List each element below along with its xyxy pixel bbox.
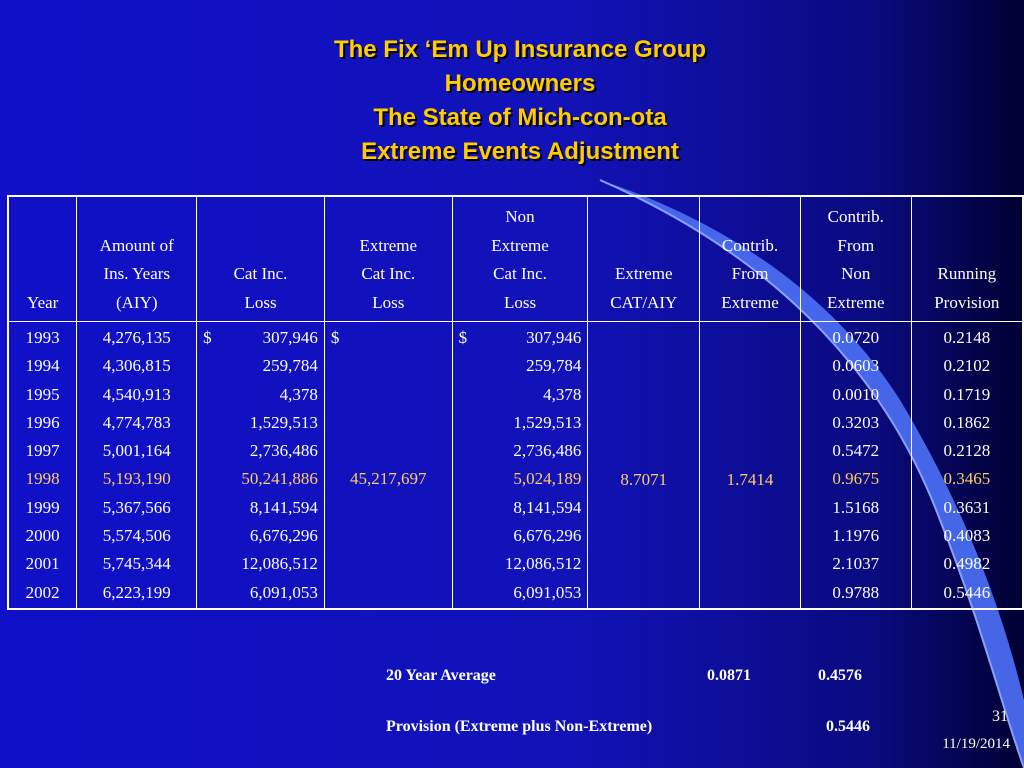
header-line: Loss [503, 292, 537, 312]
contrib-non-extreme-cell: 0.0010 [832, 384, 880, 404]
table-header-row [8, 196, 1023, 322]
cat-inc-loss-cell: 12,086,512 [241, 554, 318, 574]
cat-inc-loss-cell: 6,091,053 [249, 582, 318, 602]
header-line: Loss [372, 292, 405, 312]
title-line-1: The Fix ‘Em Up Insurance Group [333, 36, 707, 63]
avg-contrib-value: 0.0871 [707, 667, 751, 684]
provision-value: 0.5446 [826, 718, 870, 735]
contrib-non-extreme-cell: 0.3203 [832, 412, 880, 432]
running-provision-cell: 0.2148 [943, 328, 991, 347]
running-provision-cell: 0.1862 [943, 412, 991, 432]
aiy-cell: 4,276,135 [102, 328, 171, 347]
non-extreme-cat-inc-loss-cell: 5,024,189 [513, 469, 582, 489]
year-cell: 2000 [25, 526, 60, 546]
header-aiy [77, 196, 197, 322]
header-line: Non [505, 207, 535, 226]
year-cell: 1993 [25, 328, 60, 347]
cat-inc-loss-cell: 50,241,886 [241, 469, 318, 489]
table-row [459, 324, 582, 352]
header-line: Non [841, 264, 871, 283]
aiy-cell: 4,540,913 [102, 384, 171, 404]
aiy-cell: 6,223,199 [102, 582, 171, 602]
running-provision-cell: 0.2102 [943, 356, 991, 376]
contrib-non-extreme-cell: 2.1037 [832, 554, 880, 574]
column-non-extreme-cat-inc-loss [452, 322, 588, 610]
contrib-non-extreme-cell: 0.5472 [832, 441, 880, 461]
non-extreme-cat-inc-loss-cell: 6,676,296 [513, 526, 582, 546]
header-extreme-cat-inc-loss [324, 196, 452, 322]
column-year [8, 322, 77, 610]
aiy-cell: 5,001,164 [102, 441, 171, 461]
cat-inc-loss-cell: 8,141,594 [249, 497, 318, 517]
header-line: Extreme [721, 292, 779, 312]
page-number: 31 [992, 708, 1008, 725]
aiy-cell: 5,574,506 [102, 526, 171, 546]
year-cell: 2002 [25, 582, 60, 602]
header-line: Extreme [359, 235, 418, 255]
header-contrib-from-non-extreme [800, 196, 911, 322]
non-extreme-cat-inc-loss-cell: 1,529,513 [513, 412, 582, 432]
header-running-provision [911, 196, 1023, 322]
running-provision-cell: 0.1719 [943, 384, 991, 404]
aiy-cell: 5,745,344 [102, 554, 171, 574]
running-provision-cell: 0.3465 [943, 469, 991, 489]
non-extreme-cat-inc-loss-cell: 4,378 [543, 384, 582, 404]
non-extreme-cat-inc-loss-cell: 8,141,594 [513, 497, 582, 517]
non-extreme-cat-inc-loss-cell: 307,946 [526, 328, 582, 347]
dollar-sign: $ [458, 328, 468, 347]
year-cell: 1994 [25, 356, 60, 376]
cat-inc-loss-cell: 259,784 [262, 356, 318, 376]
title-line-3: The State of Mich-con-ota [373, 104, 667, 131]
contrib-non-extreme-cell: 0.0720 [832, 328, 880, 347]
cat-inc-loss-cell: 1,529,513 [249, 412, 318, 432]
header-line: Running [937, 264, 997, 283]
header-contrib-from-extreme [700, 196, 801, 322]
contrib-non-extreme-cell: 1.5168 [832, 497, 880, 517]
header-line: Extreme [614, 264, 673, 283]
contrib-non-extreme-cell: 0.0603 [832, 356, 880, 376]
header-cat-inc-loss [197, 196, 325, 322]
non-extreme-cat-inc-loss-cell: 12,086,512 [504, 554, 582, 574]
header-line: From [837, 235, 875, 255]
header-line: Contrib. [721, 235, 779, 255]
column-extreme-cat-inc-loss [324, 322, 452, 610]
running-provision-cell: 0.5446 [943, 582, 991, 602]
aiy-cell: 4,306,815 [102, 356, 171, 376]
extreme-events-table [7, 195, 1024, 610]
cat-inc-loss-cell: 307,946 [262, 328, 318, 347]
cat-inc-loss-cell: 2,736,486 [249, 441, 318, 461]
header-line: (AIY) [115, 292, 158, 312]
extreme-dollar-sign: $ [330, 328, 340, 347]
header-line: Cat Inc. [493, 264, 547, 283]
slide-title [0, 33, 1024, 169]
year-cell: 1999 [25, 497, 60, 517]
column-extreme-cat-aiy [588, 322, 700, 610]
non-extreme-cat-inc-loss-cell: 2,736,486 [513, 441, 582, 461]
contrib-non-extreme-cell: 0.9675 [832, 469, 880, 489]
header-line: Cat Inc. [233, 264, 288, 283]
cat-inc-loss-cell: 6,676,296 [249, 526, 318, 546]
header-line: Loss [244, 292, 277, 312]
non-extreme-cat-inc-loss-cell: 259,784 [526, 356, 582, 376]
header-line: From [731, 264, 769, 283]
title-line-2: Homeowners [444, 70, 596, 97]
aiy-cell: 5,367,566 [102, 497, 171, 517]
extreme-cat-inc-loss-value: 45,217,697 [350, 469, 427, 489]
year-cell: 1998 [25, 469, 60, 489]
slide-date: 11/19/2014 [942, 736, 1010, 752]
header-line: Extreme [826, 292, 885, 312]
running-provision-cell: 0.4982 [943, 554, 991, 574]
year-cell: 1995 [25, 384, 60, 404]
contrib-from-extreme-value: 1.7414 [726, 469, 774, 489]
contrib-non-extreme-cell: 0.9788 [832, 582, 880, 602]
running-provision-cell: 0.4083 [943, 526, 991, 546]
header-line: Extreme [491, 235, 549, 255]
cat-inc-loss-cell: 4,378 [279, 384, 318, 404]
avg-label: 20 Year Average [386, 667, 496, 684]
header-line: Cat Inc. [361, 264, 416, 283]
provision-label: Provision (Extreme plus Non-Extreme) [386, 718, 653, 735]
column-contrib-from-non-extreme [800, 322, 911, 610]
avg-provision-value: 0.4576 [818, 667, 862, 684]
table-body-row [8, 322, 1023, 610]
year-cell: 1996 [25, 412, 60, 432]
column-aiy [77, 322, 197, 610]
header-line: Ins. Years [103, 264, 171, 283]
title-line-4: Extreme Events Adjustment [361, 138, 679, 165]
header-extreme-cat-aiy [588, 196, 700, 322]
extreme-cat-aiy-value: 8.7071 [620, 469, 668, 489]
non-extreme-cat-inc-loss-cell: 6,091,053 [513, 582, 582, 602]
header-line: Provision [934, 292, 1000, 312]
column-cat-inc-loss [197, 322, 325, 610]
header-line: Contrib. [827, 207, 884, 226]
aiy-cell: 4,774,783 [102, 412, 171, 432]
year-cell: 2001 [25, 554, 60, 574]
table-row [203, 324, 318, 352]
dollar-sign: $ [203, 328, 212, 347]
header-non-extreme-cat-inc-loss [452, 196, 588, 322]
column-running-provision [911, 322, 1023, 610]
running-provision-cell: 0.2128 [943, 441, 991, 461]
aiy-cell: 5,193,190 [102, 469, 171, 489]
contrib-non-extreme-cell: 1.1976 [832, 526, 880, 546]
header-line: Amount of [99, 235, 174, 255]
header-line: Year [27, 292, 59, 312]
header-line: CAT/AIY [610, 292, 678, 312]
year-cell: 1997 [25, 441, 60, 461]
header-year [8, 196, 77, 322]
column-contrib-from-extreme [700, 322, 801, 610]
running-provision-cell: 0.3631 [943, 497, 991, 517]
